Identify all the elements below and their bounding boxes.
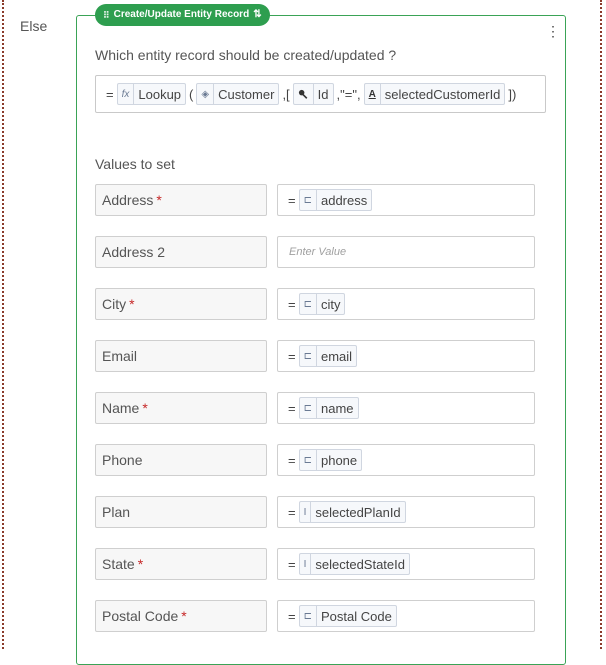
value-token[interactable] — [299, 397, 359, 419]
required-marker: * — [181, 608, 187, 624]
value-row — [95, 496, 535, 528]
entity-token[interactable] — [196, 83, 279, 105]
value-equals: = — [288, 348, 296, 364]
value-token-text: email — [320, 348, 353, 364]
field-label — [95, 600, 267, 632]
field-label — [95, 184, 267, 216]
field-label-text: Plan — [102, 504, 131, 520]
parameter-icon: ⊏ — [300, 398, 317, 418]
value-token[interactable] — [299, 189, 373, 211]
value-token-text: city — [320, 296, 341, 312]
parameter-icon: ⊏ — [300, 294, 317, 314]
value-token-text: address — [320, 192, 368, 208]
field-label-text: Address 2 — [102, 244, 166, 260]
field-label-text: Postal Code — [102, 608, 179, 624]
value-input[interactable] — [277, 444, 535, 476]
value-input[interactable] — [277, 288, 535, 320]
field-name: Id — [317, 86, 329, 102]
function-icon: fx — [118, 84, 135, 104]
value-row — [95, 236, 535, 268]
expression-separator: ,[ — [282, 86, 290, 102]
drag-handle-icon[interactable]: ⠿ — [103, 10, 110, 20]
field-token[interactable] — [293, 83, 334, 105]
value-row — [95, 392, 535, 424]
field-label — [95, 340, 267, 372]
field-label-text: Phone — [102, 452, 143, 468]
field-label-text: Name — [102, 400, 140, 416]
value-token-text: name — [320, 400, 354, 416]
entity-icon: ◈ — [197, 84, 214, 104]
node-title: Create/Update Entity Record — [113, 9, 250, 20]
value-input[interactable] — [277, 236, 535, 268]
value-token[interactable] — [299, 449, 363, 471]
value-equals: = — [288, 452, 296, 468]
required-marker: * — [142, 400, 148, 416]
value-row — [95, 288, 535, 320]
value-token-text: phone — [320, 452, 358, 468]
value-row — [95, 184, 535, 216]
value-token[interactable] — [299, 605, 397, 627]
function-token[interactable] — [117, 83, 186, 105]
value-token-text: Postal Code — [320, 608, 392, 624]
value-equals: = — [288, 608, 296, 624]
entity-name: Customer — [218, 86, 275, 102]
field-label — [95, 288, 267, 320]
value-row — [95, 600, 535, 632]
parameter-icon: ⊏ — [300, 346, 317, 366]
value-token-text: selectedStateId — [315, 556, 405, 572]
field-label-text: City — [102, 296, 127, 312]
field-label — [95, 444, 267, 476]
entity-record-expression[interactable] — [95, 75, 546, 113]
variable-icon: I — [300, 554, 312, 574]
required-marker: * — [129, 296, 135, 312]
field-label — [95, 392, 267, 424]
value-equals: = — [288, 296, 296, 312]
parameter-icon: ⊏ — [300, 450, 317, 470]
value-token[interactable] — [299, 293, 346, 315]
field-label-text: Address — [102, 192, 154, 208]
parameter-icon: ⊏ — [300, 606, 317, 626]
value-input[interactable] — [277, 600, 535, 632]
value-input[interactable] — [277, 548, 535, 580]
entity-record-question: Which entity record should be created/updated ? — [95, 47, 397, 63]
value-equals: = — [288, 556, 296, 572]
variable-token[interactable] — [364, 83, 506, 105]
node-title-chip[interactable] — [95, 4, 270, 26]
required-marker: * — [137, 556, 144, 572]
more-options-icon[interactable]: ⋮ — [546, 23, 560, 39]
field-label — [95, 548, 267, 580]
field-label — [95, 496, 267, 528]
else-label: Else — [20, 18, 48, 34]
key-icon — [294, 84, 314, 104]
field-label-text: State — [102, 556, 135, 572]
value-input[interactable] — [277, 184, 535, 216]
value-equals: = — [288, 400, 296, 416]
value-input[interactable] — [277, 392, 535, 424]
value-input[interactable] — [277, 496, 535, 528]
value-token[interactable] — [299, 553, 410, 575]
expression-open-paren: ( — [189, 86, 194, 102]
parameter-icon: ⊏ — [300, 190, 317, 210]
value-equals: = — [288, 192, 296, 208]
value-token-text: selectedPlanId — [315, 504, 401, 520]
values-to-set-title: Values to set — [95, 156, 175, 172]
expression-equals: = — [106, 86, 114, 102]
field-label-text: Email — [102, 348, 138, 364]
expression-operator: ,"=", — [336, 86, 361, 102]
value-row — [95, 444, 535, 476]
value-row — [95, 340, 535, 372]
value-token[interactable] — [299, 345, 357, 367]
value-token[interactable] — [299, 501, 406, 523]
variable-name: selectedCustomerId — [384, 86, 501, 102]
swap-icon[interactable]: ⇅ — [253, 9, 262, 20]
value-row — [95, 548, 535, 580]
field-label — [95, 236, 267, 268]
expression-close: ]) — [508, 86, 517, 102]
value-equals: = — [288, 504, 296, 520]
text-variable-icon: A — [365, 84, 381, 104]
value-input[interactable] — [277, 340, 535, 372]
required-marker: * — [156, 192, 162, 208]
variable-icon: I — [300, 502, 312, 522]
function-name: Lookup — [138, 86, 182, 102]
value-placeholder: Enter Value — [289, 246, 347, 258]
